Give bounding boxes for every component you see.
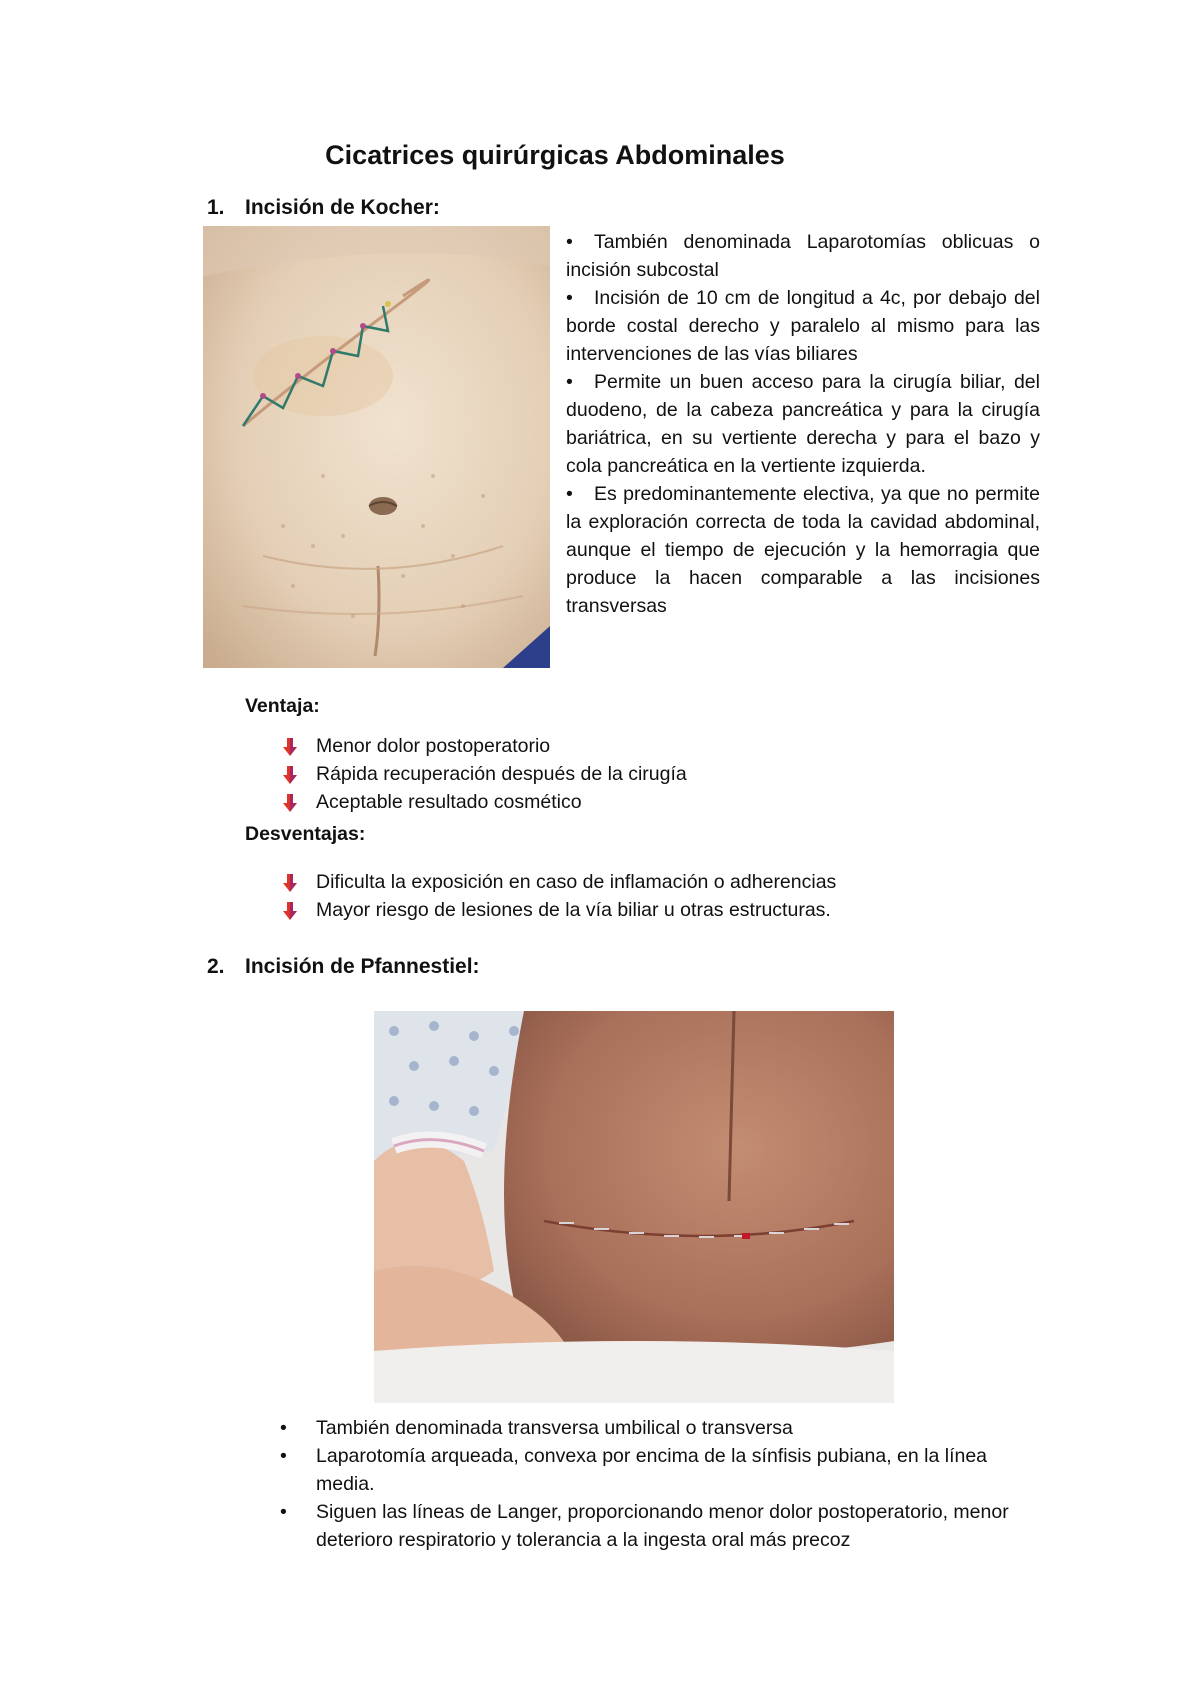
list-item: Menor dolor postoperatorio [282,732,687,760]
bullet-glyph: • [280,1501,287,1523]
list-item: • Laparotomía arqueada, convexa por encima de la sínfisis pubiana, en la línea media. [278,1442,1043,1498]
section-title: Incisión de Kocher: [245,196,440,219]
pfannestiel-scar-photo [374,1011,894,1403]
arrow-down-icon [282,766,298,784]
bullet-glyph: • [566,287,573,309]
list-item: • Es predominantemente electiva, ya que no permite la exploración correcta de toda la cavidad abdominal, aunque el tiempo de ejecución y la hemorragia que produce la hacen comparable a las incisiones transversas [566,480,1040,620]
page-title: Cicatrices quirúrgicas Abdominales [325,140,785,170]
arrow-down-icon [282,874,298,892]
list-item: Rápida recuperación después de la cirugía [282,760,687,788]
list-item: Dificulta la exposición en caso de inflamación o adherencias [282,868,836,896]
list-item: • También denominada Laparotomías oblicuas o incisión subcostal [566,228,1040,284]
ventajas-list [282,732,687,816]
section-heading-pfannestiel [207,955,480,979]
bullet-glyph: • [280,1445,287,1467]
arrow-down-icon [282,902,298,920]
list-item: • Siguen las líneas de Langer, proporcionando menor dolor postoperatorio, menor deterioro respiratorio y tolerancia a la ingesta oral más precoz [278,1498,1043,1554]
section-number: 2. [207,955,225,978]
ventaja-heading: Ventaja: [245,695,320,717]
list-item: • Permite un buen acceso para la cirugía biliar, del duodeno, de la cabeza pancreática y para la cirugía bariátrica, en su vertiente derecha y para el bazo y cola pancreática en la vertiente izquierda. [566,368,1040,480]
bullet-glyph: • [566,483,573,505]
kocher-scar-photo [203,226,550,668]
arrow-down-icon [282,738,298,756]
section-title: Incisión de Pfannestiel: [245,955,480,978]
list-item: Aceptable resultado cosmético [282,788,687,816]
bullet-glyph: • [280,1417,287,1439]
pfannestiel-list [278,1414,1043,1554]
bullet-glyph: • [566,371,573,393]
kocher-scar-illustration [203,226,550,668]
list-item: • También denominada transversa umbilical o transversa [278,1414,1043,1442]
bullet-glyph: • [566,231,573,253]
list-item: Mayor riesgo de lesiones de la vía biliar u otras estructuras. [282,896,836,924]
list-item: • Incisión de 10 cm de longitud a 4c, por debajo del borde costal derecho y paralelo al mismo para las intervenciones de las vías biliares [566,284,1040,368]
section-heading-kocher [207,196,440,220]
arrow-down-icon [282,794,298,812]
kocher-description [566,228,1040,620]
desventajas-list [282,868,836,924]
desventajas-heading: Desventajas: [245,823,366,845]
section-number: 1. [207,196,225,219]
pfannestiel-scar-illustration [374,1011,894,1403]
